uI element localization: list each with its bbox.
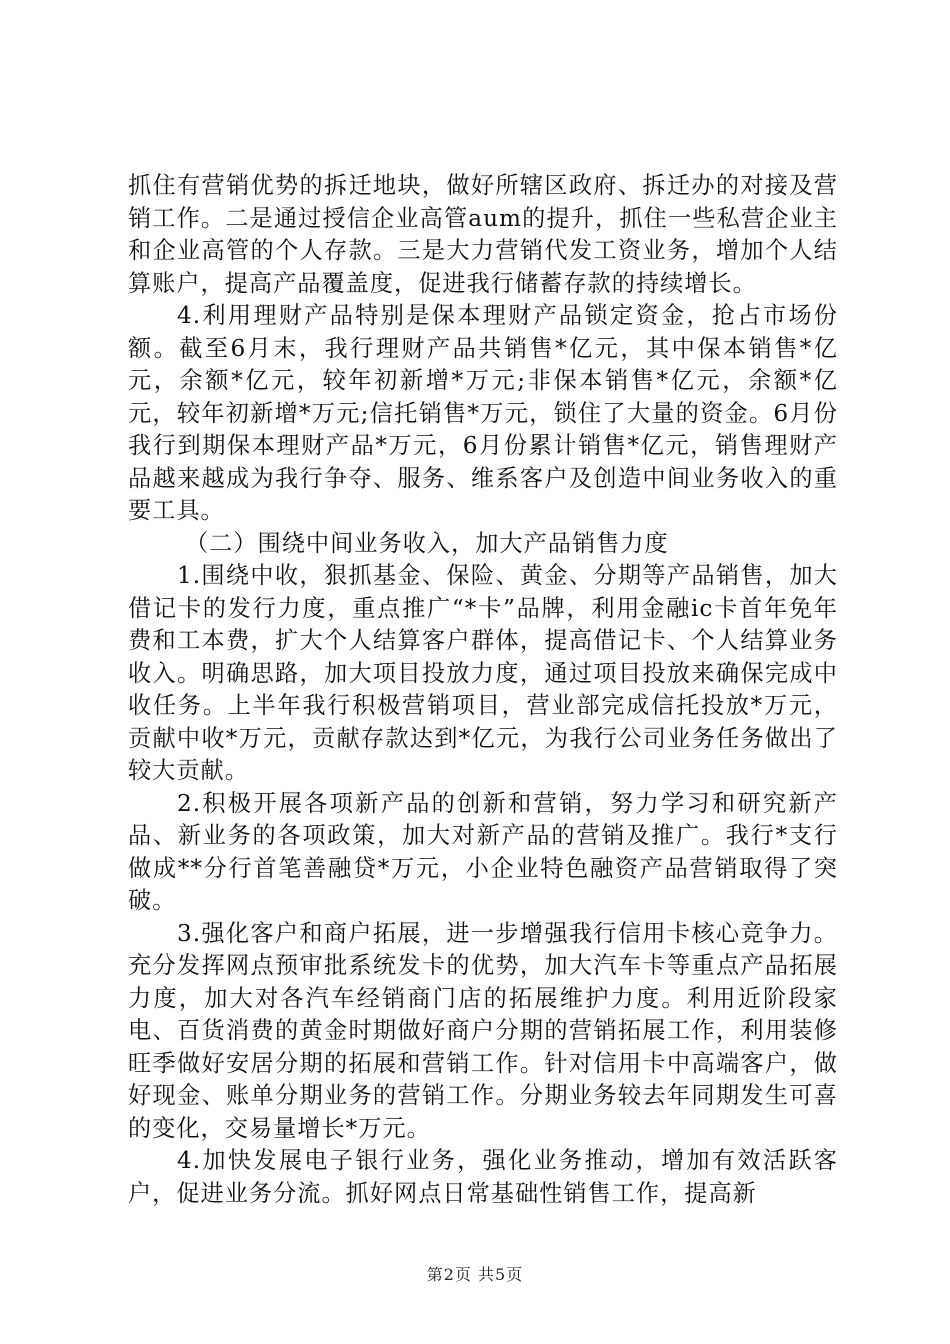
paragraph-item-3-credit-card: 3.强化客户和商户拓展，进一步增强我行信用卡核心竞争力。充分发挥网点预审批系统发卡的优势，加大汽车卡等重点产品拓展力度，加大对各汽车经销商门店的拓展维护力度。利用近阶段家电、百货消费的黄金时期做好商户分期的营销拓展工作，利用装修旺季做好安居分期的拓展和营销工作。针对信用卡中高端客户，做好现金、账单分期业务的营销工作。分期业务较去年同期发生可喜的变化，交易量增长*万元。 (128, 919, 838, 1142)
paragraph-item-4-e-banking: 4.加快发展电子银行业务，强化业务推动，增加有效活跃客户，促进业务分流。抓好网点日常基础性销售工作，提高新 (128, 1147, 838, 1207)
paragraph-item-1-intermediate-income: 1.围绕中收，狠抓基金、保险、黄金、分期等产品销售，加大借记卡的发行力度，重点推广“*卡”品牌，利用金融ic卡首年免年费和工本费，扩大个人结算客户群体，提高借记卡、个人结算业务收入。明确思路，加大项目投放力度，通过项目投放来确保完成中收任务。上半年我行积极营销项目，营业部完成信托投放*万元，贡献中收*万元，贡献存款达到*亿元，为我行公司业务任务做出了较大贡献。 (128, 562, 838, 784)
paragraph-item-2-new-products: 2.积极开展各项新产品的创新和营销，努力学习和研究新产品、新业务的各项政策，加大对新产品的营销及推广。我行*支行做成**分行首笔善融贷*万元，小企业特色融资产品营销取得了突破。 (128, 789, 838, 914)
document-body (128, 170, 838, 1210)
page-number: 第2页 共5页 (426, 1265, 524, 1284)
paragraph-continuation: 抓住有营销优势的拆迁地块，做好所辖区政府、拆迁办的对接及营销工作。二是通过授信企业高管aum的提升，抓住一些私营企业主和企业高管的个人存款。三是大力营销代发工资业务，增加个人结算账户，提高产品覆盖度，促进我行储蓄存款的持续增长。 (128, 172, 838, 297)
section-heading-2: （二）围绕中间业务收入，加大产品销售力度 (185, 529, 669, 557)
page-footer (0, 1262, 950, 1285)
paragraph-item-4-wealth-products: 4.利用理财产品特别是保本理财产品锁定资金，抢占市场份额。截至6月末，我行理财产品共销售*亿元，其中保本销售*亿元，余额*亿元，较年初新增*万元;非保本销售*亿元，余额*亿元，较年初新增*万元;信托销售*万元，锁住了大量的资金。6月份我行到期保本理财产品*万元，6月份累计销售*亿元，销售理财产品越来越成为我行争夺、服务、维系客户及创造中间业务收入的重要工具。 (128, 302, 838, 524)
